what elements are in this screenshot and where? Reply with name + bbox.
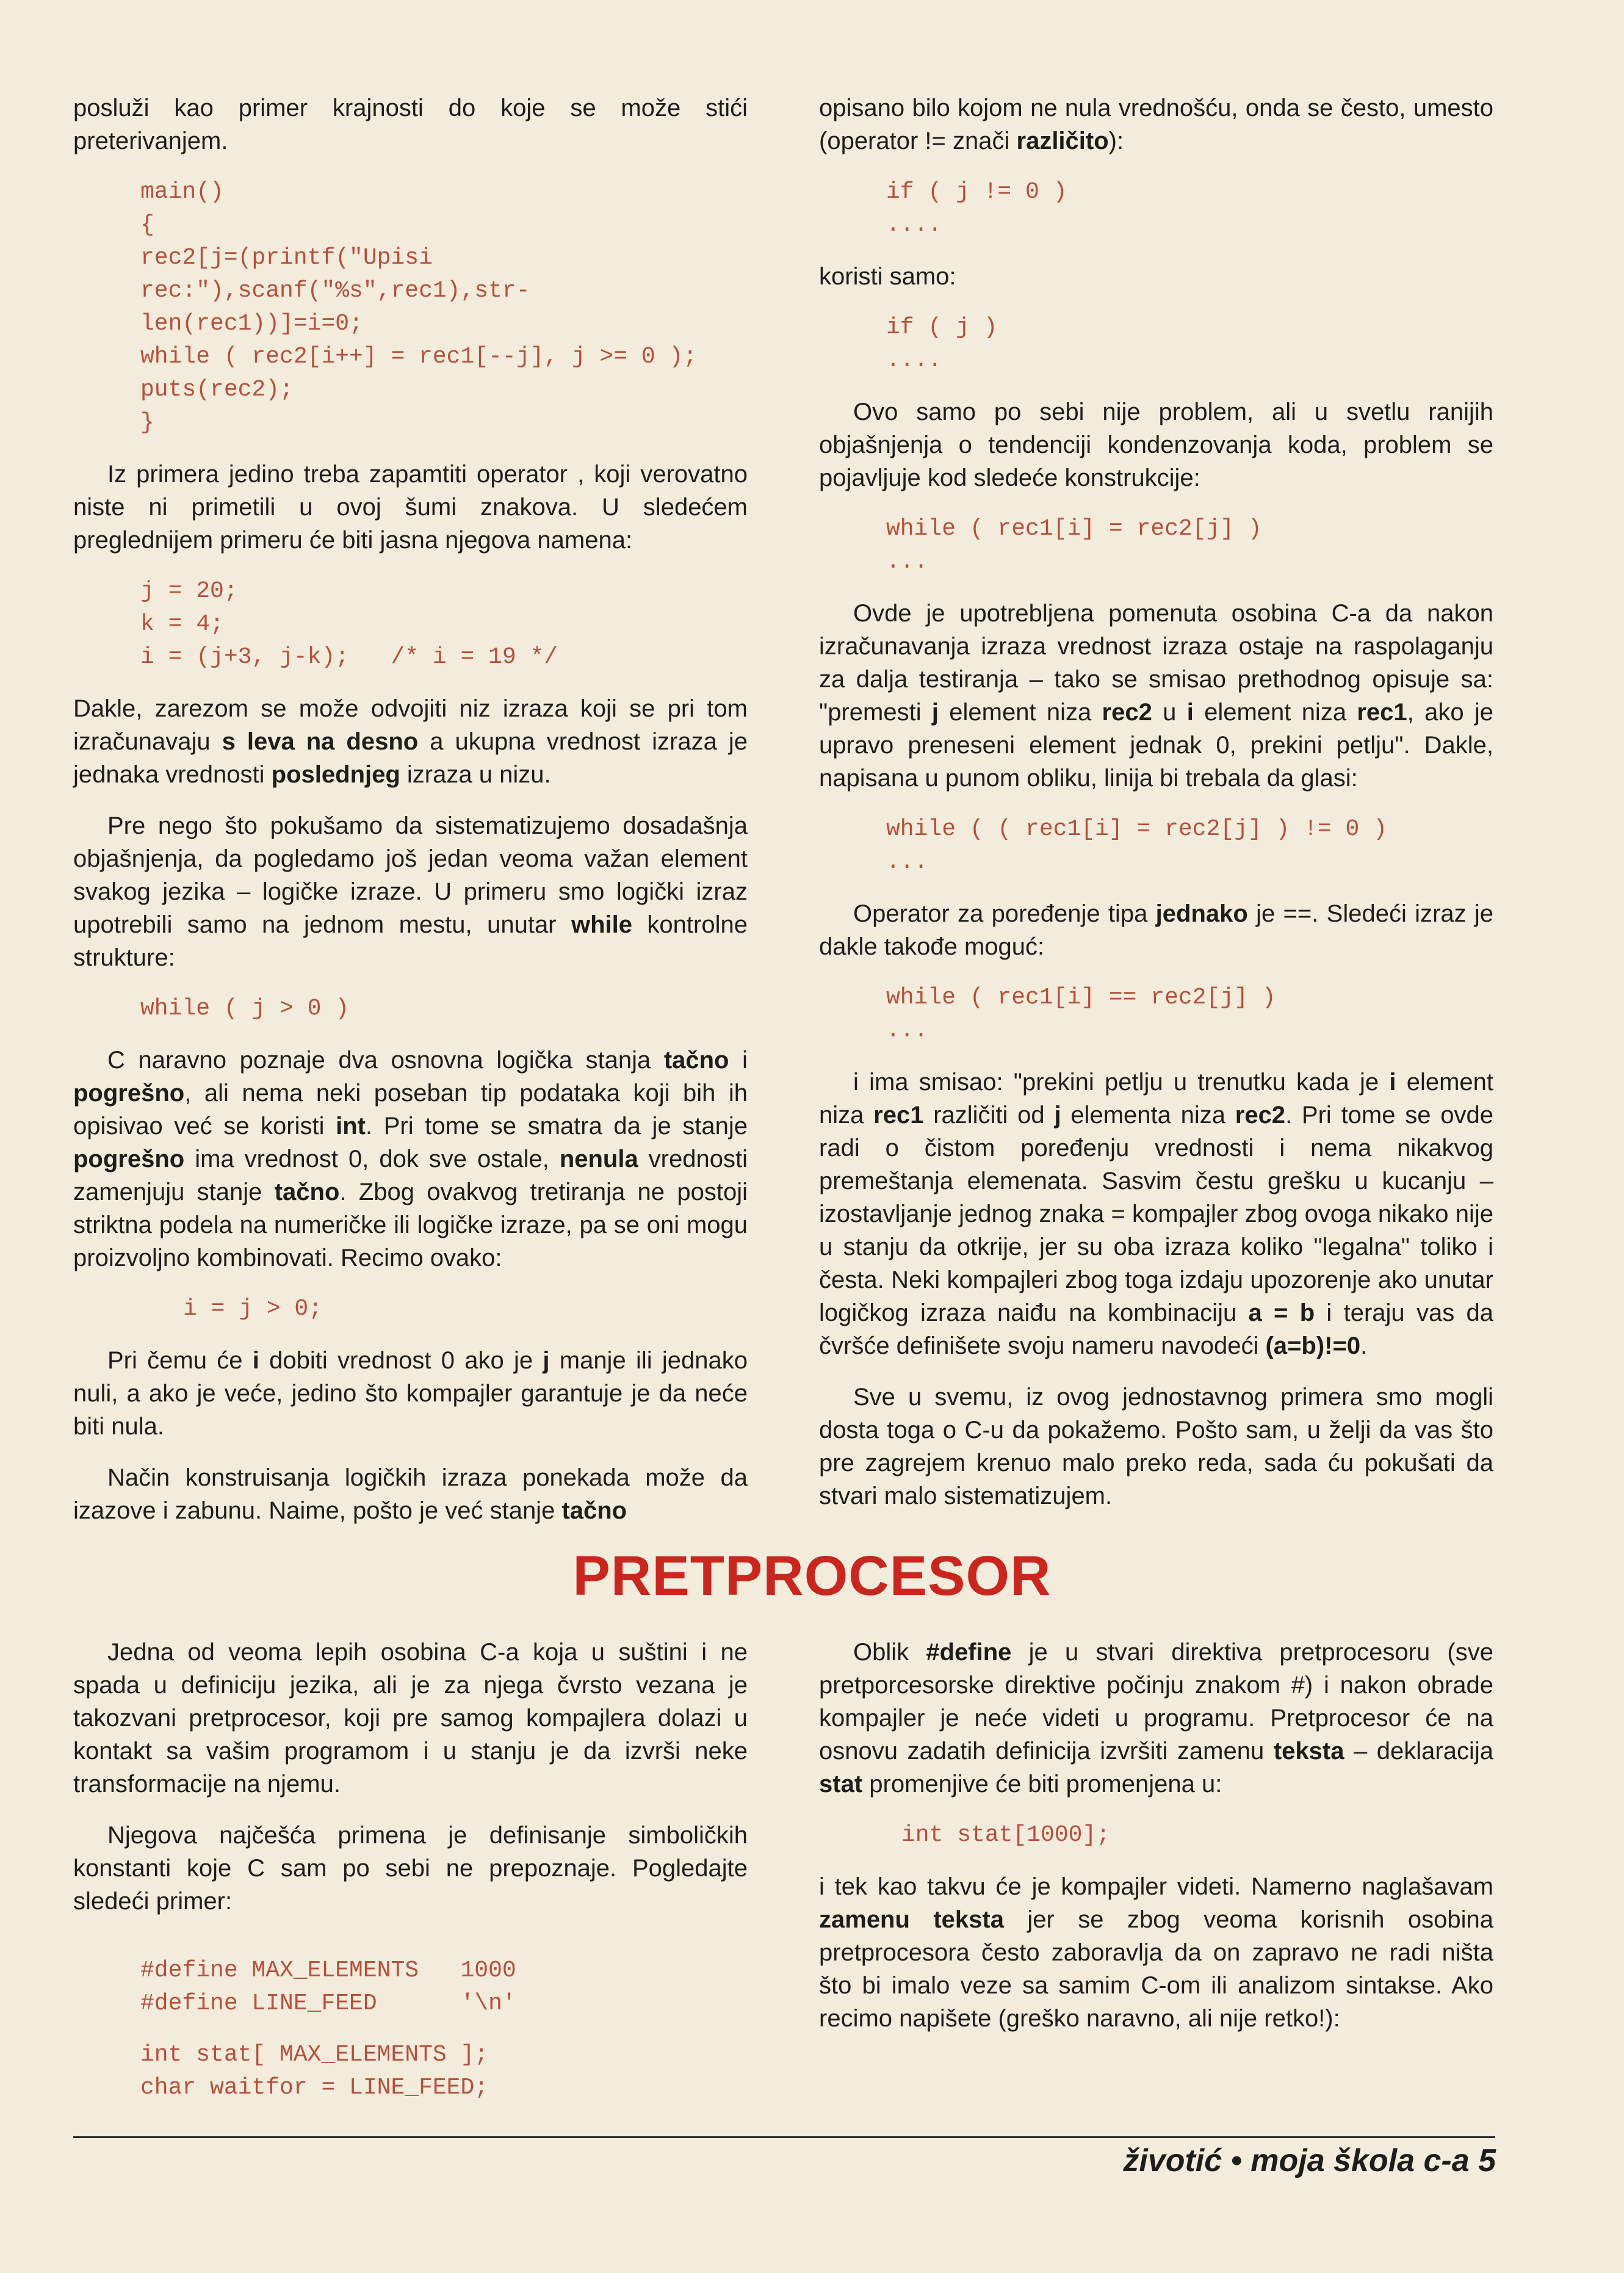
paragraph: Ovde je upotrebljena pomenuta osobina C-a da nakon izračunavanja izraza vrednost izraza ostaje na raspolaganju za dalja testiranja – tako se smisao prethodnog opisuje sa: "premesti j element niza rec2 u i element niza rec1, ako je upravo preneseni element jednak 0, prekini petlju". Dakle, napisana u punom obliku, linija bi trebala da glasi: xyxy=(819,600,1493,792)
code-block-comma: j = 20; k = 4; i = (j+3, j-k); /* i = 19 */ xyxy=(140,578,558,670)
right-column-top xyxy=(819,92,1493,1531)
page-footer: životić • moja škola c-a 5 xyxy=(1123,2143,1496,2178)
left-column-top xyxy=(73,92,748,1545)
code-block-declarations: int stat[ MAX_ELEMENTS ]; char waitfor = LINE_FEED; xyxy=(140,2042,489,2101)
code-block-main: main() { rec2[j=(printf("Upisi rec:"),scanf("%s",rec1),str- len(rec1))]=i=0; while ( rec2[i++] = rec1[--j], j >= 0 ); puts(rec2); } xyxy=(140,179,698,436)
section-heading: PRETPROCESOR xyxy=(572,1545,1052,1607)
paragraph: opisano bilo kojom ne nula vrednošću, onda se često, umesto (operator != znači različito): xyxy=(819,95,1493,154)
footer-divider xyxy=(73,2136,1495,2138)
code-block-stat: int stat[1000]; xyxy=(901,1822,1111,1848)
code-block-if-neq: if ( j != 0 ) .... xyxy=(886,179,1067,238)
paragraph: Iz primera jedino treba zapamtiti operator , koji verovatno niste ni primetili u ovoj šumi znakova. U sledećem preglednijem primeru će biti jasna njegova namena: xyxy=(73,461,748,554)
paragraph: C naravno poznaje dva osnovna logička stanja tačno i pogrešno, ali nema neki poseban tip podataka koji bih ih opisivao već se koristi int. Pri tome se smatra da je stanje pogrešno ima vrednost 0, dok sve ostale, nenula vrednosti zamenjuju stanje tačno. Zbog ovakvog tretiranja ne postoji striktna podela na numeričke ili logičke izraze, pa se oni mogu proizvoljno kombinovati. Recimo ovako: xyxy=(73,1047,748,1271)
paragraph: Pre nego što pokušamo da sistematizujemo dosadašnja objašnjenja, da pogledamo još jedan veoma važan element svakog jezika – logičke izraze. U primeru smo logički izraz upotrebili samo na jednom mestu, unutar while kontrolne strukture: xyxy=(73,812,748,971)
paragraph: Oblik #define je u stvari direktiva pretprocesoru (sve pretporcesorske direktive počinju znakom #) i nakon obrade kompajler je neće videti u programu. Pretprocesor će na osnovu zadatih definicija izvršiti zamenu teksta – deklaracija stat promenjive će biti promenjena u: xyxy=(819,1639,1494,1798)
code-block-while-full: while ( ( rec1[i] = rec2[j] ) != 0 ) ... xyxy=(886,816,1387,875)
paragraph: i ima smisao: "prekini petlju u trenutku kada je i element niza rec1 različiti od j elementa niza rec2. Pri tome se ovde radi o čistom poređenju vrednosti i nema nikakvog premeštanja elemenata. Sasvim čestu grešku u kucanju – izostavljanje jednog znaka = kompajler zbog ovoga nikako nije u stanju da otkrije, jer su oba izraza koliko "legalna" toliko i česta. Neki kompajleri zbog toga izdaju upozorenje ako unutar logičkog izraza naiđu na kombinaciju a = b i teraju vas da čvršće definišete svoju nameru navodeći (a=b)!=0. xyxy=(819,1069,1493,1359)
code-block-while-compare: while ( rec1[i] == rec2[j] ) ... xyxy=(886,985,1276,1044)
paragraph: i tek kao takvu će je kompajler videti. Namerno naglašavam zamenu teksta jer se zbog veoma korisnih osobina pretprocesora često zaboravlja da on zapravo ne radi ništa što bi imalo veze sa samim C-om ili analizom sintakse. Ako recimo napišete (greško naravno, ali nije retko!): xyxy=(819,1873,1493,2032)
paragraph: posluži kao primer krajnosti do koje se može stići preterivanjem. xyxy=(73,95,748,154)
paragraph: Način konstruisanja logičkih izraza ponekada može da izazove i zabunu. Naime, pošto je već stanje tačno xyxy=(73,1464,748,1524)
paragraph: Ovo samo po sebi nije problem, ali u svetlu ranijih objašnjenja o tendenciji kondenzovanja koda, problem se pojavljuje kod sledeće konstrukcije: xyxy=(819,399,1493,491)
code-block-defines: #define MAX_ELEMENTS 1000 #define LINE_FEED '\n' xyxy=(140,1957,516,2017)
paragraph: koristi samo: xyxy=(819,263,956,290)
code-block-if: if ( j ) .... xyxy=(886,314,998,374)
left-column-bottom xyxy=(73,1636,748,2123)
paragraph: Operator za poređenje tipa jednako je ==. Sledeći izraz je dakle takođe moguć: xyxy=(819,900,1493,960)
code-block-logical: i = j > 0; xyxy=(183,1296,323,1322)
paragraph: Pri čemu će i dobiti vrednost 0 ako je j manje ili jednako nuli, a ako je veće, jedino što kompajler garantuje je da neće biti nula. xyxy=(73,1347,748,1440)
paragraph: Sve u svemu, iz ovog jednostavnog primera smo mogli dosta toga o C-u da pokažemo. Pošto sam, u želji da vas što pre zagrejem krenuo malo preko reda, sada ću pokušati da stvari malo sistematizujem. xyxy=(819,1384,1493,1509)
right-column-bottom xyxy=(819,1636,1493,2053)
code-block-while: while ( j > 0 ) xyxy=(140,996,350,1022)
paragraph: Dakle, zarezom se može odvojiti niz izraza koji se pri tom izračunavaju s leva na desno a ukupna vrednost izraza je jednaka vrednosti poslednjeg izraza u nizu. xyxy=(73,695,748,788)
paragraph: Njegova najčešća primena je definisanje simboličkih konstanti koje C sam po sebi ne prepoznaje. Pogledajte sledeći primer: xyxy=(73,1822,748,1915)
paragraph: Jedna od veoma lepih osobina C-a koja u suštini i ne spada u definiciju jezika, ali je za njega čvrsto vezana je takozvani pretprocesor, koji pre samog kompajlera dolazi u kontakt sa vašim programom i u stanju je da izvrši neke transformacije na njemu. xyxy=(73,1639,748,1798)
code-block-while-assign: while ( rec1[i] = rec2[j] ) ... xyxy=(886,516,1262,575)
